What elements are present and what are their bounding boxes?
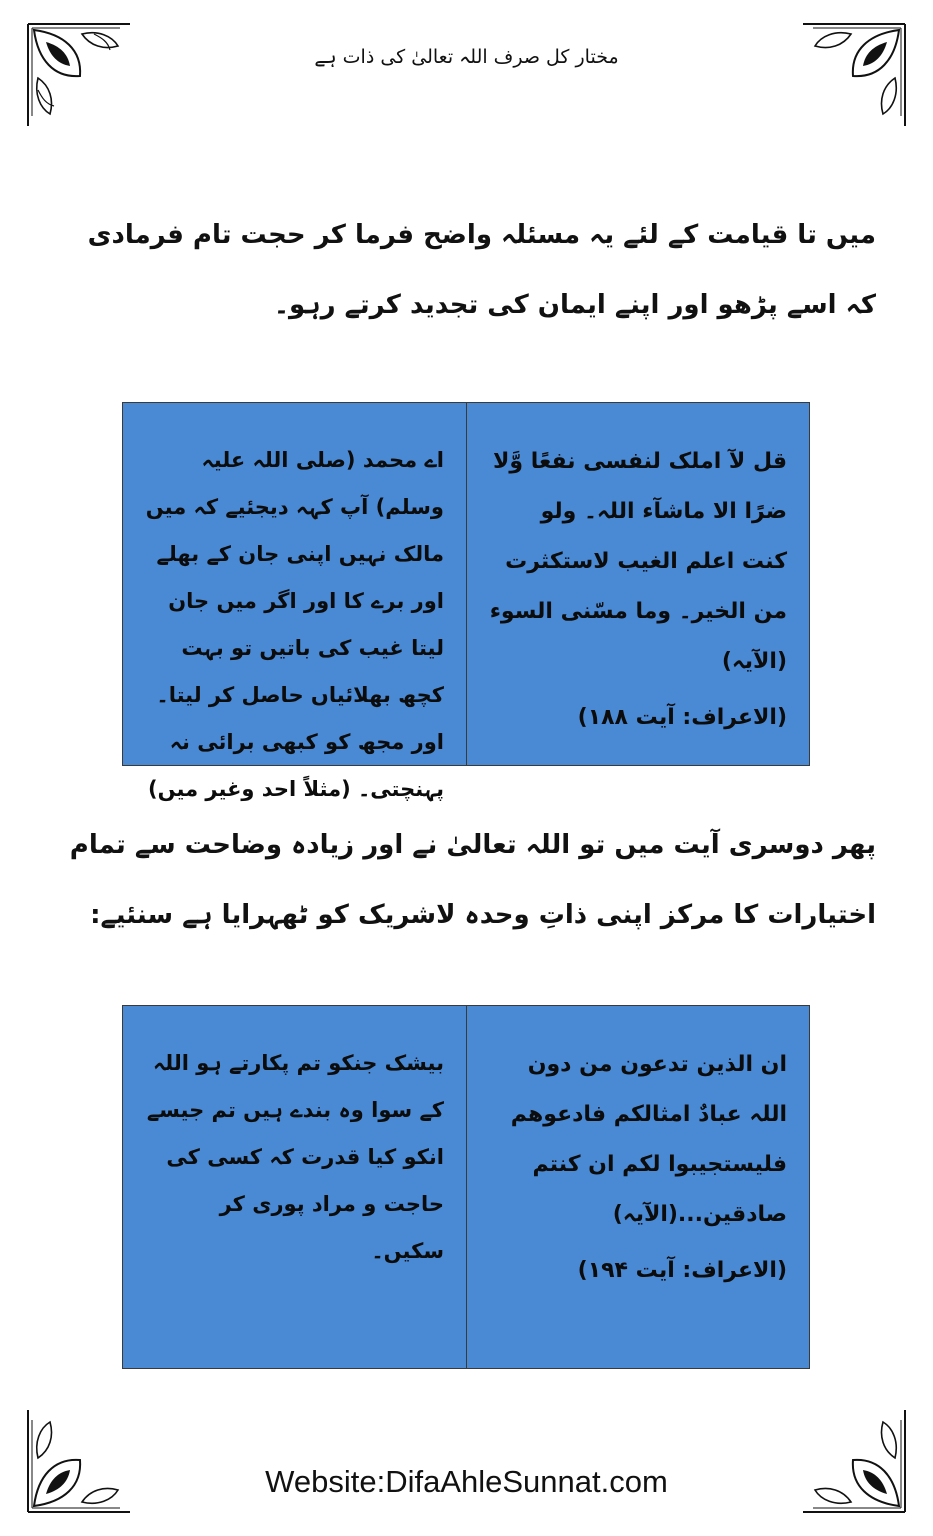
verse-reference: (الاعراف: آیت ۱۹۴) — [577, 1258, 787, 1283]
floral-corner-icon — [24, 20, 134, 130]
second-paragraph: پھر دوسری آیت میں تو اللہ تعالیٰ نے اور زیادہ وضاحت سے تمام اختیارات کا مرکز اپنی ذاتِ وحدہ لاشریک کو ٹھہرایا ہے سنئیے: — [69, 830, 876, 930]
corner-ornament-top-left — [24, 20, 134, 130]
corner-ornament-top-right — [799, 20, 909, 130]
arabic-verse-text: ان الذین تدعون من دون اللہ عبادٌ امثالکم فادعوھم فلیستجیبوا لکم ان کنتم صادقین...(الآیہ) — [510, 1052, 787, 1227]
website-footer: Website:DifaAhleSunnat.com — [265, 1464, 668, 1499]
arabic-verse-text: قل لآ املک لنفسی نفعًا وَّلا ضرًا الا ماشآء اللہ۔ ولو کنت اعلم الغیب لاستکثرت من الخیر۔ وما مسّنی السوء (الآیہ) — [489, 449, 787, 674]
arabic-verse-cell — [466, 1006, 809, 1368]
page-title: مختار کل صرف اللہ تعالیٰ کی ذات ہے — [314, 46, 619, 68]
urdu-translation-cell — [123, 403, 466, 801]
urdu-translation-text: بیشک جنکو تم پکارتے ہو اللہ کے سوا وہ بندے ہیں تم جیسے انکو کیا قدرت کہ کسی کی حاجت و مراد پوری کر سکیں۔ — [146, 1051, 444, 1263]
verse-table-2 — [122, 1005, 810, 1369]
urdu-translation-cell — [123, 1006, 466, 1368]
intro-paragraph: میں تا قیامت کے لئے یہ مسئلہ واضح فرما کر حجت تام فرمادی کہ اسے پڑھو اور اپنے ایمان کی تجدید کرتے رہو۔ — [87, 220, 876, 320]
verse-table-1 — [122, 402, 810, 801]
urdu-translation-text: اے محمد (صلی اللہ علیہ وسلم) آپ کہہ دیجئیے کہ میں مالک نہیں اپنی جان کے بھلے اور برے کا اور اگر میں جان لیتا غیب کی باتیں تو بہت کچھ بھلائیاں حاصل کر لیتا۔ اور مجھ کو کبھی برائی نہ پہنچتی۔ (مثلاً احد وغیر میں) — [145, 448, 444, 801]
floral-corner-icon — [799, 20, 909, 130]
arabic-verse-cell — [466, 403, 809, 765]
verse-reference: (الاعراف: آیت ۱۸۸) — [577, 705, 787, 730]
